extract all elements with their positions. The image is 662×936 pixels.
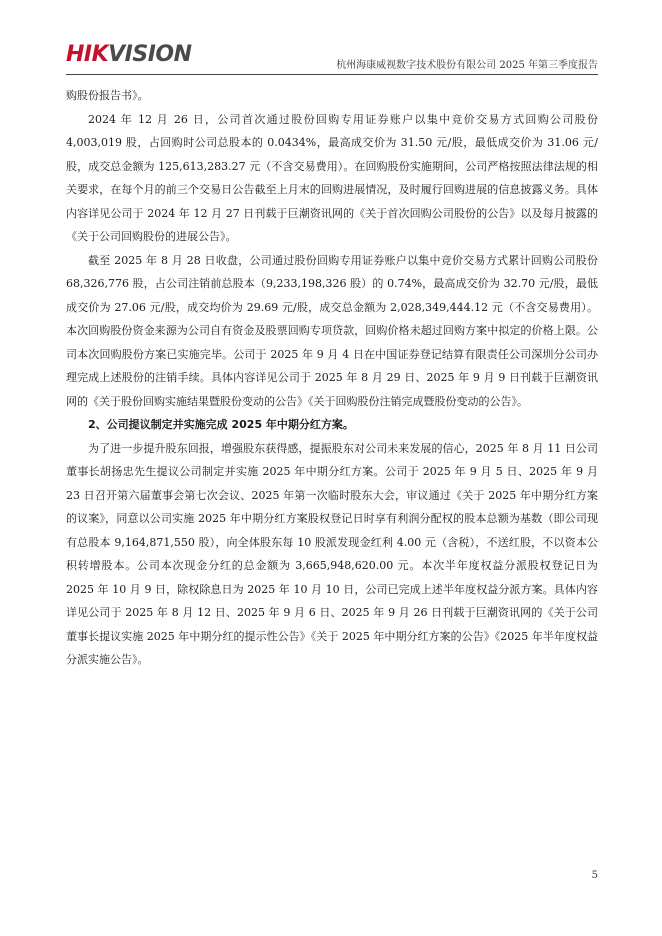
paragraph-continuation: 购股份报告书》。 xyxy=(66,89,149,102)
paragraph-repurchase-completion: 截至 2025 年 8 月 28 日收盘，公司通过股份回购专用证券账户以集中竞价交易方式累计回购公司股份 68,326,776 股，占公司注销前总股本（9,233,198,326 股）的 0.74%，最高成交价为 32.70 元/股，最低成交价为 27.06 元/股，成交均价为 29.69 元/股，成交总金额为 2,028,349,444.12 元（不含交易费用）。本次回购股份资金来源为公司自有资金及股票回购专项贷款，回购价格未超过回购方案中拟定的价格上限。公司本次回购股份方案已实施完毕。公司于 2025 年 9 月 4 日在中国证券登记结算有限责任公司深圳分公司办理完成上述股份的注销手续。具体内容详见公司于 2025 年 8 月 29 日、2025 年 9 月 9 日刊载于巨潮资讯网的《关于股份回购实施结果暨股份变动的公告》《关于回购股份注销完成暨股份变动的公告》。 xyxy=(66,253,598,408)
report-body xyxy=(66,84,598,672)
header-divider xyxy=(66,74,598,75)
company-report-title: 杭州海康威视数字技术股份有限公司 2025 年第三季度报告 xyxy=(336,60,598,71)
paragraph-interim-dividend: 为了进一步提升股东回报，增强股东获得感，提振股东对公司未来发展的信心，2025 年 8 月 11 日公司董事长胡扬忠先生提议公司制定并实施 2025 年中期分红方案。公司于 2025 年 9 月 5 日、2025 年 9 月 23 日召开第六届董事会第七次会议、2025 年第一次临时股东大会，审议通过《关于 2025 年中期分红方案的议案》，同意以公司实施 2025 年中期分红方案股权登记日时享有利润分配权的股本总额为基数（即公司现有总股本 9,164,871,550 股），向全体股东每 10 股派发现金红利 4.00 元（含税），不送红股，不以资本公积转增股本。公司本次现金分红的总金额为 3,665,948,620.00 元。本次半年度权益分派股权登记日为 2025 年 10 月 9 日，除权除息日为 2025 年 10 月 10 日，公司已完成上述半年度权益分派方案。具体内容详见公司于 2025 年 8 月 12 日、2025 年 9 月 6 日、2025 年 9 月 26 日刊载于巨潮资讯网的《关于公司董事长提议实施 2025 年中期分红的提示性公告》《关于 2025 年中期分红方案的公告》《2025 年半年度权益分派实施公告》。 xyxy=(66,441,598,666)
section-heading-interim-dividend: 2、公司提议制定并实施完成 2025 年中期分红方案。 xyxy=(88,418,354,431)
paragraph-first-repurchase: 2024 年 12 月 26 日，公司首次通过股份回购专用证券账户以集中竞价交易方式回购公司股份 4,003,019 股，占回购时公司总股本的 0.0434%，最高成交价为 31.50 元/股，最低成交价为 31.06 元/股，成交总金额为 125,613,283.27 元（不含交易费用）。在回购股份实施期间，公司严格按照法律法规的相关要求，在每个月的前三个交易日公告截至上月末的回购进展情况，及时履行回购进展的信息披露义务。具体内容详见公司于 2024 年 12 月 27 日刊载于巨潮资讯网的《关于首次回购公司股份的公告》以及每月披露的《关于公司回购股份的进展公告》。 xyxy=(66,112,598,243)
page-header xyxy=(66,40,598,74)
hikvision-logo: HIKVISION xyxy=(66,42,192,67)
page-number: 5 xyxy=(591,870,598,881)
